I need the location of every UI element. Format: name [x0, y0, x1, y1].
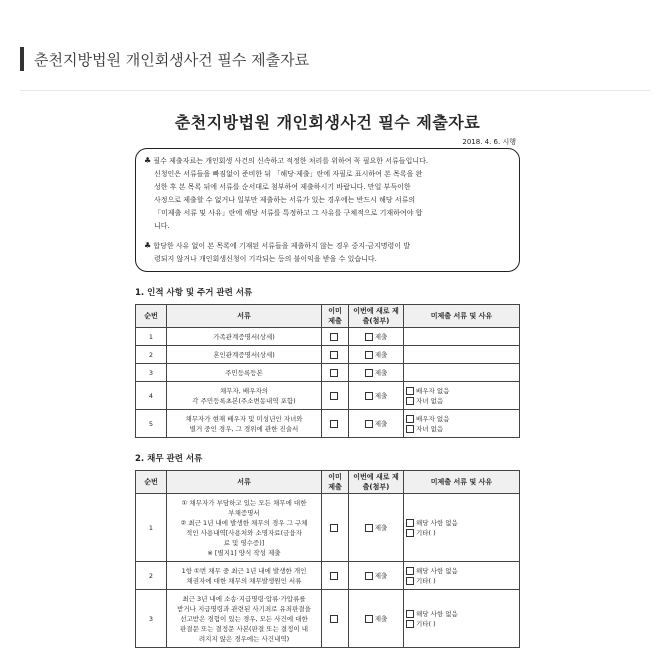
- checkbox-icon: [330, 369, 338, 377]
- checkbox-icon: [406, 610, 414, 618]
- notice-line: 니다.: [154, 222, 170, 230]
- club-icon: ♣: [144, 156, 152, 165]
- checkbox-icon: [406, 567, 414, 575]
- document-line: 최근 3년 내에 소송·지급명령·압류·가압류를: [182, 594, 306, 603]
- reason-option: [406, 528, 517, 538]
- reason-option-label: 기타( ): [416, 528, 436, 537]
- document-line: ② 최근 1년 내에 발생한 채무의 경우 그 구체: [180, 518, 308, 527]
- reason-option-label: 해당 사항 없음: [416, 518, 458, 527]
- submit-label: 제출: [374, 420, 388, 428]
- new-submit-cell: [349, 346, 404, 364]
- checkbox-icon: [330, 351, 338, 359]
- submit-label: 제출: [374, 615, 388, 623]
- checkbox-icon: [330, 420, 338, 428]
- new-submit-cell: [349, 562, 404, 590]
- notice-line: 필수 제출자료는 개인회생 사건의 신속하고 적정한 처리를 위하여 꼭 필요한 서류들입니다.: [153, 157, 429, 165]
- checkbox-icon: [406, 620, 414, 628]
- page-title: 춘천지방법원 개인회생사건 필수 제출자료: [34, 50, 310, 69]
- notice-line: 합당한 사유 없이 본 목록에 기재된 서류들을 제출하지 않는 경우 중지·금지명령이 발: [153, 242, 411, 250]
- submit-label: 제출: [374, 333, 388, 341]
- document-name: [167, 590, 322, 648]
- reason-cell: [404, 346, 520, 364]
- reason-option-label: 자녀 없음: [416, 396, 444, 405]
- section2-title: 2. 채무 관련 서류: [135, 454, 203, 464]
- document-line: 각 주민등록초본(주소변동내역 포함): [192, 396, 296, 405]
- new-submit-cell: [349, 410, 404, 438]
- document-line: 려지지 않은 경우에는 사건내역): [198, 634, 290, 643]
- document-line: 혼인관계증명서(상세): [213, 350, 275, 359]
- reason-option: [406, 386, 517, 396]
- reason-option-label: 자녀 없음: [416, 424, 444, 433]
- reason-option: [406, 609, 517, 619]
- reason-option-label: 기타( ): [416, 576, 436, 585]
- submitted-cell: [322, 346, 349, 364]
- checkbox-icon: [330, 615, 338, 623]
- reason-option: [406, 518, 517, 528]
- document-line: 채무자가 현재 배우자 및 미성년인 자녀와: [185, 414, 303, 423]
- section1-table: [135, 304, 520, 438]
- document-line: 가족관계증명서(상세): [213, 332, 275, 341]
- table-row: [136, 494, 520, 562]
- table-row: [136, 382, 520, 410]
- document-name: [167, 494, 322, 562]
- submit-label: 제출: [374, 351, 388, 359]
- table-row: [136, 410, 520, 438]
- submitted-cell: [322, 494, 349, 562]
- row-number: 1: [136, 328, 167, 346]
- row-number: 4: [136, 382, 167, 410]
- notice-box: [135, 148, 520, 272]
- col-reason: 미제출 서류 및 사유: [404, 305, 520, 328]
- submitted-cell: [322, 562, 349, 590]
- checkbox-icon: [406, 415, 414, 423]
- notice-line: 령되지 않거나 개인회생신청이 기각되는 등의 불이익을 받을 수 있습니다.: [154, 255, 377, 263]
- notice-line: 신청인은 서류들을 빠짐없이 준비한 뒤 「해당·제출」란에 자필로 표시하여 본 목록을 완: [154, 170, 423, 178]
- table-row: [136, 328, 520, 346]
- submitted-cell: [322, 364, 349, 382]
- submitted-cell: [322, 382, 349, 410]
- reason-option: [406, 576, 517, 586]
- col-no: 순번: [136, 471, 167, 494]
- document-image: [135, 100, 520, 670]
- table-row: [136, 364, 520, 382]
- document-title: 춘천지방법원 개인회생사건 필수 제출자료: [174, 113, 481, 132]
- table-row: [136, 562, 520, 590]
- document-line: 받거나 지급명령과 관련된 사기죄로 유죄판결을: [177, 604, 311, 613]
- header-divider: [20, 90, 650, 91]
- checkbox-icon: [365, 420, 373, 428]
- header-accent-bar: [20, 47, 24, 71]
- document-line: 선고받은 경험이 있는 경우, 모든 사건에 대한: [180, 614, 308, 623]
- checkbox-icon: [406, 425, 414, 433]
- document-name: [167, 382, 322, 410]
- submitted-cell: [322, 590, 349, 648]
- col-doc: 서류: [167, 471, 322, 494]
- reason-cell: [404, 382, 520, 410]
- document-name: [167, 346, 322, 364]
- document-name: [167, 562, 322, 590]
- submit-label: 제출: [374, 524, 388, 532]
- new-submit-cell: [349, 382, 404, 410]
- checkbox-icon: [330, 333, 338, 341]
- reason-cell: [404, 590, 520, 648]
- submitted-cell: [322, 410, 349, 438]
- reason-option-label: 배우자 없음: [416, 414, 450, 423]
- row-number: 2: [136, 562, 167, 590]
- submit-label: 제출: [374, 369, 388, 377]
- document-line: 채권자에 대한 채무의 채무발생원인 서류: [186, 576, 302, 585]
- checkbox-icon: [330, 524, 338, 532]
- document-name: [167, 410, 322, 438]
- page-header: [20, 46, 309, 72]
- checkbox-icon: [365, 615, 373, 623]
- reason-option-label: 배우자 없음: [416, 386, 450, 395]
- checkbox-icon: [406, 529, 414, 537]
- document-line: ① 채무자가 부담하고 있는 모든 채무에 대한: [181, 498, 307, 507]
- submitted-cell: [322, 328, 349, 346]
- row-number: 3: [136, 590, 167, 648]
- club-icon: ♣: [144, 241, 152, 250]
- col-no: 순번: [136, 305, 167, 328]
- reason-option: [406, 424, 517, 434]
- document-line: ※ [별지1] 양식 작성 제출: [207, 548, 281, 557]
- checkbox-icon: [365, 369, 373, 377]
- row-number: 3: [136, 364, 167, 382]
- checkbox-icon: [330, 572, 338, 580]
- checkbox-icon: [365, 524, 373, 532]
- checkbox-icon: [330, 392, 338, 400]
- submit-label: 제출: [374, 572, 388, 580]
- notice-line: 사정으로 제출할 수 없거나 일부만 제출하는 서류가 있는 경우에는 반드시 해당 서류의: [154, 196, 416, 204]
- notice-line: 「미제출 서류 및 사유」란에 해당 서류를 특정하고 그 사유를 구체적으로 기재하여야 합: [154, 209, 423, 217]
- checkbox-icon: [406, 397, 414, 405]
- reason-option: [406, 414, 517, 424]
- new-submit-cell: [349, 328, 404, 346]
- reason-cell: [404, 328, 520, 346]
- checkbox-icon: [365, 333, 373, 341]
- document-line: 1항 ①번 채무 중 최근 1년 내에 발생한 개인: [181, 566, 307, 575]
- document-line: 적인 사용내역[사용처와 소명자료(금융자: [186, 528, 302, 537]
- document-line: 주민등록등본: [225, 368, 263, 377]
- document-name: [167, 364, 322, 382]
- table-row: [136, 346, 520, 364]
- submit-label: 제출: [374, 392, 388, 400]
- document-name: [167, 328, 322, 346]
- new-submit-cell: [349, 590, 404, 648]
- reason-cell: [404, 364, 520, 382]
- document-line: 별거 중인 경우, 그 경위에 관한 진술서: [189, 424, 299, 433]
- document-line: 채무자, 배우자의: [219, 386, 269, 395]
- reason-option-label: 기타( ): [416, 619, 436, 628]
- new-submit-cell: [349, 364, 404, 382]
- col-submitted: 이미 제출: [322, 305, 349, 328]
- notice-line: 성한 후 본 목록 뒤에 서류를 순서대로 첨부하여 제출하시기 바랍니다. 만일 부득이한: [154, 183, 411, 191]
- reason-option-label: 해당 사항 없음: [416, 609, 458, 618]
- checkbox-icon: [406, 519, 414, 527]
- table-row: [136, 590, 520, 648]
- new-submit-cell: [349, 494, 404, 562]
- row-number: 2: [136, 346, 167, 364]
- reason-option: [406, 566, 517, 576]
- document-date: 2018. 4. 6. 시행: [462, 138, 516, 146]
- col-doc: 서류: [167, 305, 322, 328]
- document-line: 료 및 영수증)]: [223, 538, 265, 547]
- row-number: 5: [136, 410, 167, 438]
- checkbox-icon: [406, 387, 414, 395]
- document-line: 판결문 또는 결정문 사본(판결 또는 결정이 내: [180, 624, 308, 633]
- document-line: 부채증명서: [228, 508, 260, 517]
- checkbox-icon: [365, 572, 373, 580]
- reason-option: [406, 619, 517, 629]
- section2-table: [135, 470, 520, 648]
- reason-cell: [404, 410, 520, 438]
- reason-option-label: 해당 사항 없음: [416, 566, 458, 575]
- row-number: 1: [136, 494, 167, 562]
- col-reason: 미제출 서류 및 사유: [404, 471, 520, 494]
- reason-cell: [404, 562, 520, 590]
- col-new-submit: 이번에 새로 제출(첨부): [349, 305, 404, 328]
- checkbox-icon: [365, 351, 373, 359]
- col-new-submit: 이번에 새로 제출(첨부): [349, 471, 404, 494]
- reason-cell: [404, 494, 520, 562]
- checkbox-icon: [365, 392, 373, 400]
- section1-title: 1. 인적 사항 및 주거 관련 서류: [135, 288, 253, 298]
- col-submitted: 이미 제출: [322, 471, 349, 494]
- checkbox-icon: [406, 577, 414, 585]
- reason-option: [406, 396, 517, 406]
